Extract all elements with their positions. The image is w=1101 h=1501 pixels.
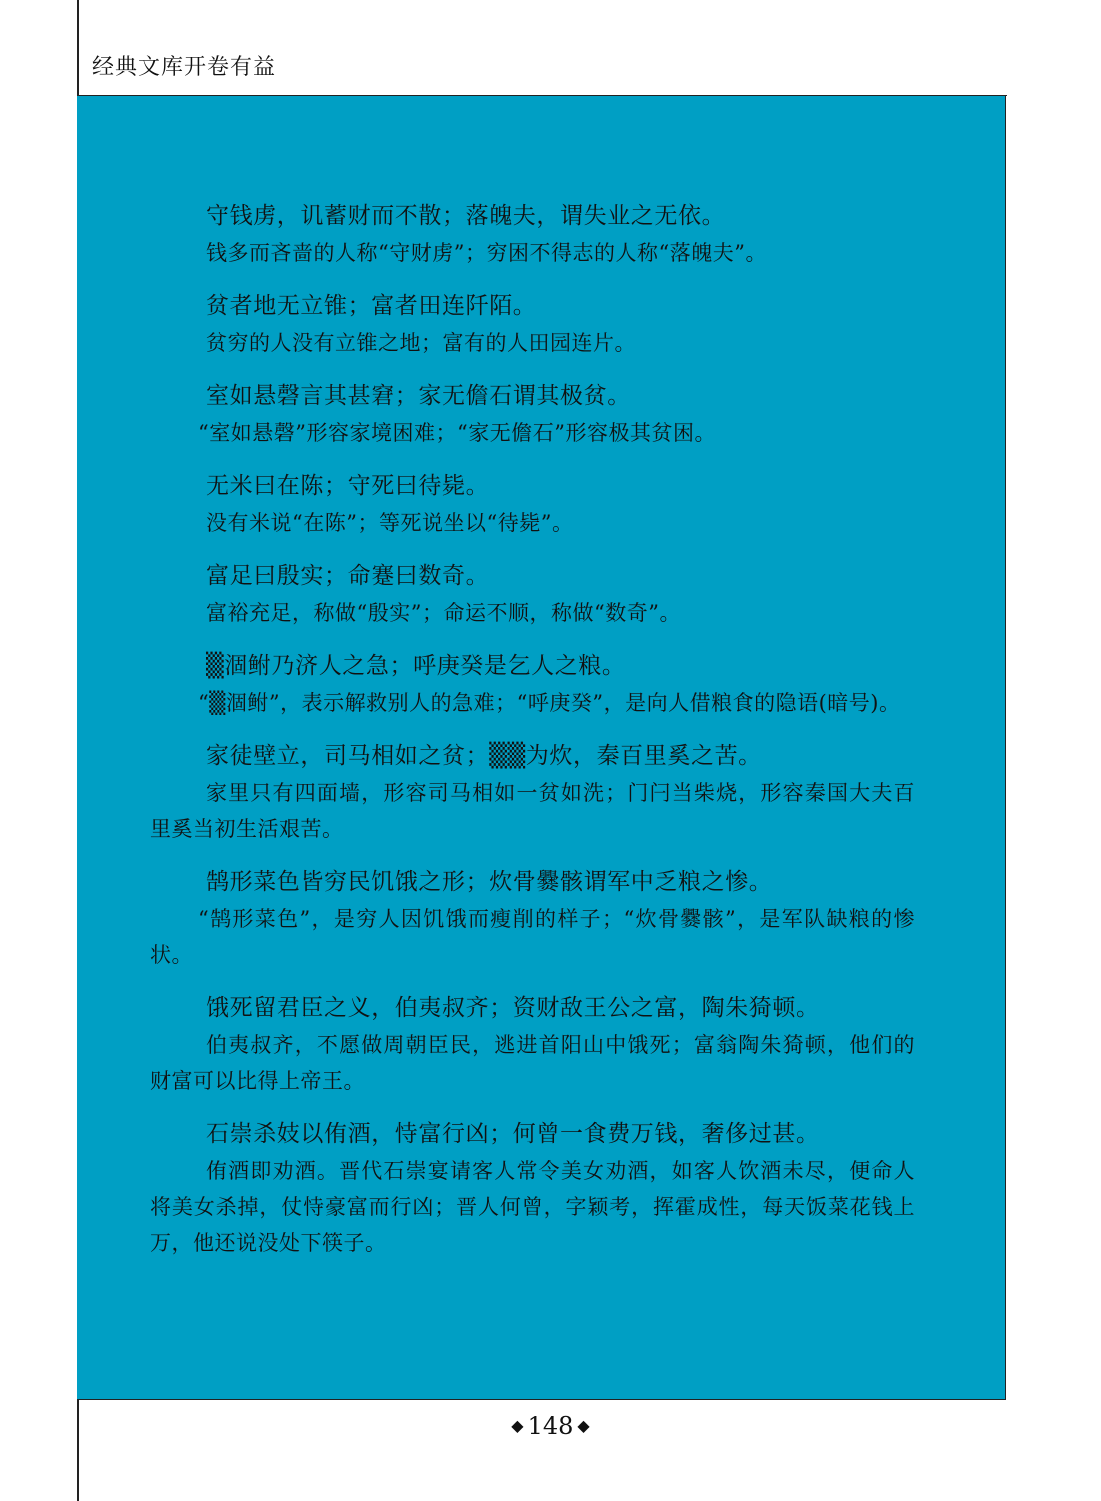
- entry: [150, 287, 915, 361]
- verse-line: 石崇杀妓以侑酒，恃富行凶；何曾一食费万钱，奢侈过甚。: [206, 1121, 820, 1147]
- verse-line: 家徒壁立，司马相如之贫；▒▒为炊，秦百里奚之苦。: [206, 743, 762, 769]
- diamond-icon: ◆: [511, 1416, 524, 1435]
- verse-line: 饿死留君臣之义，伯夷叔齐；资财敌王公之富，陶朱猗顿。: [206, 995, 820, 1021]
- gloss-text: “鹄形菜色”，是穷人因饥饿而瘦削的样子；“炊骨爨骸”，是军队缺粮的惨状。: [150, 907, 915, 967]
- gloss-text: 没有米说“在陈”；等死说坐以“待毙”。: [206, 511, 574, 535]
- gloss-text: 侑酒即劝酒。晋代石崇宴请客人常令美女劝酒，如客人饮酒未尽，便命人将美女杀掉，仗恃豪富而行凶；晋人何曾，字颖考，挥霍成性，每天饭菜花钱上万，他还说没处下筷子。: [150, 1159, 915, 1255]
- diamond-icon: ◆: [577, 1416, 590, 1435]
- entry: [150, 1115, 915, 1261]
- verse-line: 无米曰在陈；守死曰待毙。: [206, 473, 490, 499]
- entry: [150, 557, 915, 631]
- entry: [150, 863, 915, 973]
- entry: [150, 197, 915, 271]
- verse-line: ▒涸鲋乃济人之急；呼庚癸是乞人之粮。: [206, 653, 626, 679]
- gloss-text: 贫穷的人没有立锥之地；富有的人田园连片。: [206, 331, 636, 355]
- gloss-text: 富裕充足，称做“殷实”；命运不顺，称做“数奇”。: [206, 601, 681, 625]
- gloss-text: 伯夷叔齐，不愿做周朝臣民，逃进首阳山中饿死；富翁陶朱猗顿，他们的财富可以比得上帝王。: [150, 1033, 915, 1093]
- page-footer: [0, 1412, 1101, 1440]
- verse-line: 贫者地无立锥；富者田连阡陌。: [206, 293, 537, 319]
- entry: [150, 647, 915, 721]
- running-header: 经典文库开卷有益: [92, 55, 277, 80]
- verse-line: 室如悬磬言其甚窘；家无儋石谓其极贫。: [206, 383, 631, 409]
- gloss-text: 家里只有四面墙，形容司马相如一贫如洗；门闩当柴烧，形容秦国大夫百里奚当初生活艰苦。: [150, 781, 915, 841]
- text-body: [150, 197, 915, 1277]
- page-number: 148: [527, 1412, 574, 1440]
- verse-line: 守钱虏，讥蓄财而不散；落魄夫，谓失业之无依。: [206, 203, 726, 229]
- verse-line: 鹄形菜色皆穷民饥饿之形；炊骨爨骸谓军中乏粮之惨。: [206, 869, 773, 895]
- entry: [150, 467, 915, 541]
- entry: [150, 737, 915, 847]
- entry: [150, 989, 915, 1099]
- verse-line: 富足曰殷实；命蹇曰数奇。: [206, 563, 490, 589]
- gloss-text: “室如悬磬”形容家境困难；“家无儋石”形容极其贫困。: [198, 421, 716, 445]
- gloss-text: “▒涸鲋”，表示解救别人的急难；“呼庚癸”，是向人借粮食的隐语(暗号)。: [198, 691, 901, 715]
- entry: [150, 377, 915, 451]
- gloss-text: 钱多而吝啬的人称“守财虏”；穷困不得志的人称“落魄夫”。: [206, 241, 767, 265]
